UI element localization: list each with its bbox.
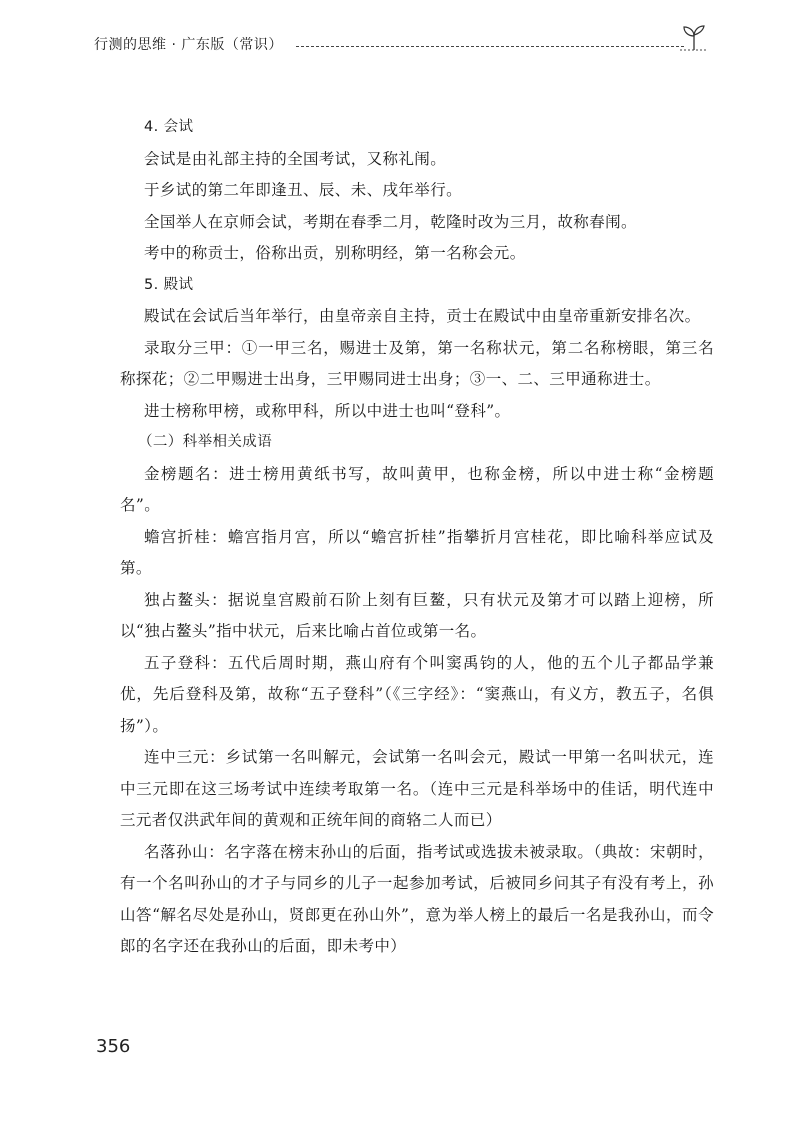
idiom-paragraph: 金榜题名：进士榜用黄纸书写，故叫黄甲，也称金榜，所以中进士称“金榜题名”。 bbox=[120, 464, 714, 514]
paragraph: 录取分三甲：①一甲三名，赐进士及第，第一名称状元，第二名称榜眼，第三名称探花；②二甲赐进士出身，三甲赐同进士出身；③一、二、三甲通称进士。 bbox=[120, 338, 714, 388]
idiom-paragraph: 五子登科：五代后周时期，燕山府有个叫窦禹钧的人，他的五个儿子都品学兼优，先后登科及第，故称“五子登科”（《三字经》：“窦燕山，有义方，教五子，名俱扬”）。 bbox=[120, 653, 714, 735]
idiom-paragraph: 连中三元：乡试第一名叫解元，会试第一名叫会元，殿试一甲第一名叫状元，连中三元即在这三场考试中连续考取第一名。（连中三元是科举场中的佳话，明代连中三元者仅洪武年间的黄观和正统年间的商辂二人而已） bbox=[120, 748, 714, 829]
sprout-icon bbox=[676, 24, 712, 52]
paragraph: 进士榜称甲榜，或称甲科，所以中进士也叫“登科”。 bbox=[144, 401, 511, 420]
idiom-paragraph: 蟾宫折桂：蟾宫指月宫，所以“蟾宫折桂”指攀折月宫桂花，即比喻科举应试及第。 bbox=[120, 527, 714, 577]
idiom-paragraph: 名落孙山：名字落在榜末孙山的后面，指考试或选拔未被录取。（典故：宋朝时，有一个名叫孙山的才子与同乡的儿子一起参加考试，后被同乡问其子有没有考上，孙山答“解名尽处是孙山，贤郎更在孙山外”，意为举人榜上的最后一名是我孙山，而令郎的名字还在我孙山的后面，即未考中） bbox=[120, 842, 714, 955]
page-number: 356 bbox=[96, 1036, 131, 1057]
header-divider bbox=[296, 46, 684, 47]
section-heading-idioms: （二）科举相关成语 bbox=[138, 434, 273, 450]
paragraph: 全国举人在京师会试，考期在春季二月，乾隆时改为三月，故称春闱。 bbox=[144, 212, 637, 231]
section-heading-dianshi: 5. 殿试 bbox=[144, 276, 194, 293]
header-title: 行测的思维 · 广东版（常识） bbox=[94, 37, 283, 53]
page-header bbox=[94, 36, 714, 60]
paragraph: 会试是由礼部主持的全国考试，又称礼闱。 bbox=[144, 149, 447, 168]
idiom-paragraph: 独占鳌头：据说皇宫殿前石阶上刻有巨鳌，只有状元及第才可以踏上迎榜，所以“独占鳌头”指中状元，后来比喻占首位或第一名。 bbox=[120, 590, 714, 640]
paragraph: 于乡试的第二年即逢丑、辰、未、戌年举行。 bbox=[144, 181, 463, 199]
paragraph: 殿试在会试后当年举行，由皇帝亲自主持，贡士在殿试中由皇帝重新安排名次。 bbox=[144, 307, 701, 325]
section-heading-huishi: 4. 会试 bbox=[144, 119, 194, 135]
main-content bbox=[120, 112, 714, 963]
paragraph: 考中的称贡士，俗称出贡，别称明经，第一名称会元。 bbox=[144, 244, 526, 262]
